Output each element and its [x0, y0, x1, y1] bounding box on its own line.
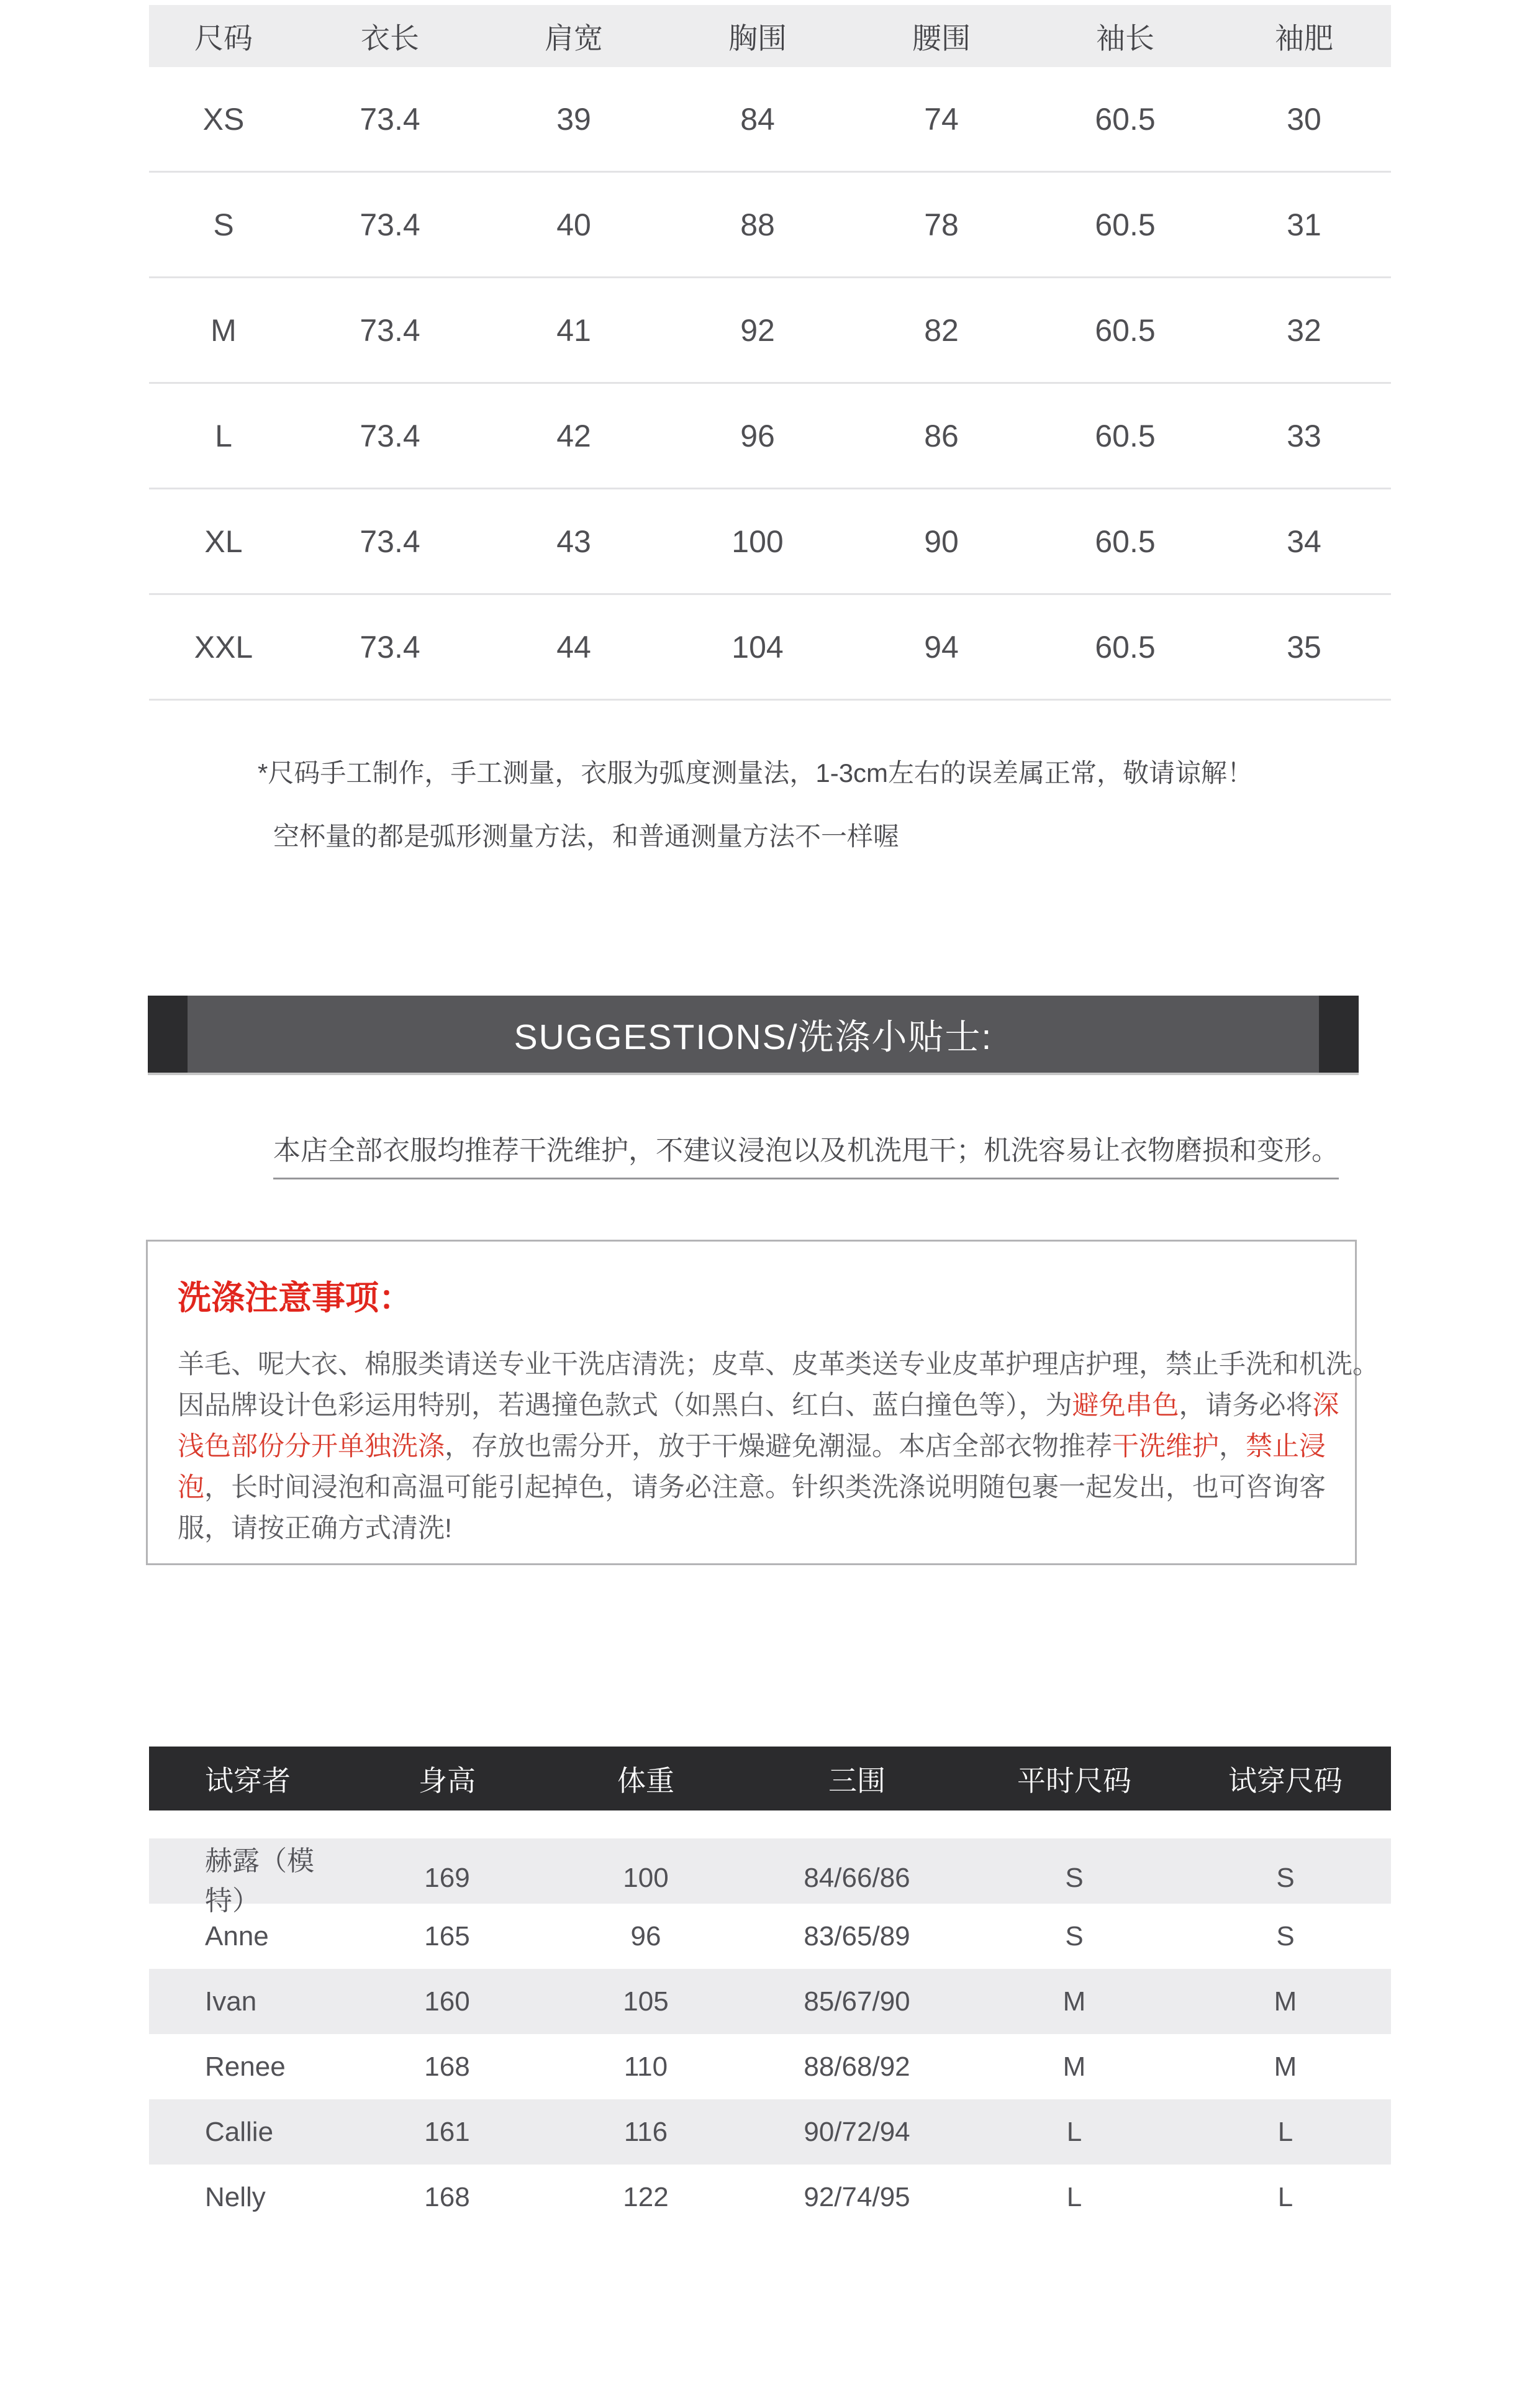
fit-table-body [149, 1838, 1391, 2230]
fit-cell-model: Ivan [205, 1986, 257, 2017]
size-table [149, 5, 1391, 701]
fit-cell-model: Renee [205, 2051, 286, 2082]
care-note-line [178, 1385, 1339, 1426]
size-cell-waist: 90 [924, 524, 959, 559]
care-note-highlight: 避免串色 [1072, 1391, 1179, 1420]
fit-cell-tried-size: M [1274, 1986, 1297, 2017]
size-cell-size: XXL [194, 629, 253, 665]
size-cell-sleeve-length: 60.5 [1095, 629, 1156, 665]
fit-table-header-cell: 平时尺码 [1017, 1764, 1131, 1797]
size-cell-waist: 94 [924, 629, 959, 665]
fit-cell-weight: 110 [623, 2051, 668, 2082]
size-cell-shoulder: 40 [556, 207, 591, 242]
fit-cell-usual-size: L [1066, 2116, 1082, 2147]
size-table-row [149, 173, 1391, 278]
size-cell-shoulder: 44 [556, 629, 591, 665]
measurement-note-1: *尺码手工制作，手工测量，衣服为弧度测量法，1-3cm左右的误差属正常，敬请谅解！ [258, 758, 1254, 788]
fit-cell-measurements: 84/66/86 [804, 1863, 910, 1893]
care-note-text: 羊毛、呢大衣、棉服类请送专业干洗店清洗；皮草、皮革类送专业皮革护理店护理，禁止手洗和机洗。 [178, 1350, 1379, 1379]
care-box-title: 洗涤注意事项： [178, 1279, 412, 1317]
size-table-header-cell: 肩宽 [545, 21, 603, 55]
fit-cell-weight: 96 [630, 1920, 661, 1951]
fit-table-row [149, 2165, 1391, 2230]
banner-right-cap [1319, 996, 1359, 1073]
size-cell-sleeve-length: 60.5 [1095, 207, 1156, 242]
fit-cell-measurements: 92/74/95 [804, 2181, 910, 2212]
care-box [146, 1240, 1379, 1565]
fit-cell-tried-size: L [1277, 2181, 1293, 2212]
fit-cell-height: 161 [424, 2116, 470, 2147]
fit-cell-model: 赫露（模特） [205, 1846, 314, 1916]
care-note-line [178, 1426, 1327, 1467]
size-cell-sleeve-length: 60.5 [1095, 101, 1156, 137]
size-cell-bust: 96 [740, 418, 775, 453]
care-note-text: ， [1219, 1432, 1246, 1461]
care-note-highlight: 泡 [178, 1473, 204, 1502]
size-table-row [149, 489, 1391, 595]
size-table-row [149, 67, 1391, 173]
measurement-notes [149, 748, 1391, 861]
care-note-text: 因品牌设计色彩运用特别，若遇撞色款式（如黑白、红白、蓝白撞色等），为 [178, 1391, 1072, 1420]
fit-table-header-cell: 三围 [828, 1764, 886, 1797]
suggestions-banner [148, 996, 1359, 1073]
fit-cell-weight: 116 [623, 2116, 668, 2147]
fit-cell-tried-size: S [1276, 1863, 1295, 1893]
care-note-highlight: 干洗维护 [1112, 1432, 1219, 1461]
fit-cell-usual-size: M [1062, 1986, 1086, 2017]
size-cell-sleeve-width: 32 [1287, 312, 1321, 348]
fit-cell-model: Nelly [205, 2181, 266, 2212]
size-cell-sleeve-width: 30 [1287, 101, 1321, 137]
size-table-header-cell: 袖肥 [1275, 21, 1333, 55]
fit-cell-height: 169 [424, 1863, 470, 1893]
size-cell-waist: 78 [924, 207, 959, 242]
care-note-line [178, 1467, 1327, 1508]
size-cell-shoulder: 41 [556, 312, 591, 348]
size-cell-shoulder: 39 [556, 101, 591, 137]
size-table-row [149, 595, 1391, 701]
fit-cell-tried-size: S [1276, 1920, 1295, 1951]
size-cell-shoulder: 43 [556, 524, 591, 559]
fit-cell-usual-size: L [1066, 2181, 1082, 2212]
fit-table-header-cell: 试穿者 [205, 1764, 291, 1797]
care-note-highlight: 浅色部份分开单独洗涤 [178, 1432, 445, 1461]
size-cell-bust: 84 [740, 101, 775, 137]
size-table-header-cell: 腰围 [912, 21, 971, 55]
size-cell-bust: 92 [740, 312, 775, 348]
size-table-row [149, 384, 1391, 489]
size-cell-sleeve-width: 35 [1287, 629, 1321, 665]
fit-cell-height: 168 [424, 2051, 470, 2082]
size-cell-bust: 100 [732, 524, 784, 559]
fit-cell-usual-size: S [1065, 1920, 1084, 1951]
size-cell-size: M [211, 312, 237, 348]
size-cell-sleeve-width: 34 [1287, 524, 1321, 559]
care-note-line [178, 1344, 1379, 1385]
fit-cell-height: 160 [424, 1986, 470, 2017]
fit-cell-measurements: 88/68/92 [804, 2051, 910, 2082]
size-cell-size: XS [202, 101, 245, 137]
size-cell-sleeve-length: 60.5 [1095, 524, 1156, 559]
fit-cell-tried-size: M [1274, 2051, 1297, 2082]
fit-cell-tried-size: L [1277, 2116, 1293, 2147]
size-table-header-cell: 袖长 [1096, 21, 1154, 55]
care-note-highlight: 禁止浸 [1246, 1432, 1326, 1461]
size-cell-bust: 88 [740, 207, 775, 242]
size-cell-shoulder: 42 [556, 418, 591, 453]
size-cell-sleeve-length: 60.5 [1095, 418, 1156, 453]
size-cell-length: 73.4 [360, 101, 420, 137]
care-box-body [178, 1344, 1379, 1549]
fit-table-row [149, 2034, 1391, 2099]
fit-cell-measurements: 90/72/94 [804, 2116, 910, 2147]
care-note-line [178, 1508, 1327, 1549]
size-cell-length: 73.4 [360, 524, 420, 559]
size-cell-bust: 104 [732, 629, 784, 665]
care-note-text: ，长时间浸泡和高温可能引起掉色，请务必注意。针织类洗涤说明随包裹一起发出，也可咨询客 [204, 1473, 1326, 1502]
size-cell-length: 73.4 [360, 629, 420, 665]
size-cell-length: 73.4 [360, 312, 420, 348]
fit-cell-usual-size: M [1062, 2051, 1086, 2082]
care-note-text: ，请务必将 [1179, 1391, 1313, 1420]
fit-cell-weight: 122 [623, 2181, 669, 2212]
fit-table-row [149, 1969, 1391, 2034]
size-table-row [149, 278, 1391, 384]
fit-cell-height: 165 [424, 1920, 470, 1951]
fit-cell-height: 168 [424, 2181, 470, 2212]
size-table-body [149, 67, 1391, 701]
fit-cell-weight: 100 [623, 1863, 669, 1893]
size-cell-waist: 74 [924, 101, 959, 137]
care-intro-text: 本店全部衣服均推荐干洗维护，不建议浸泡以及机洗甩干；机洗容易让衣物磨损和变形。 [273, 1128, 1339, 1179]
size-table-header-cell: 衣长 [361, 21, 419, 55]
fit-cell-measurements: 85/67/90 [804, 1986, 910, 2017]
size-cell-waist: 82 [924, 312, 959, 348]
fit-table-row [149, 2099, 1391, 2165]
fit-table-row [149, 1838, 1391, 1916]
fit-cell-measurements: 83/65/89 [804, 1920, 910, 1951]
size-cell-length: 73.4 [360, 207, 420, 242]
size-table-header-cell: 尺码 [194, 21, 253, 55]
care-note-highlight: 深 [1312, 1391, 1339, 1420]
size-table-header-row [149, 5, 1391, 67]
measurement-note-2: 空杯量的都是弧形测量方法，和普通测量方法不一样喔 [273, 822, 900, 851]
fit-cell-usual-size: S [1065, 1863, 1084, 1893]
fit-table-header-cell: 体重 [617, 1764, 674, 1797]
banner-title: SUGGESTIONS/洗涤小贴士: [514, 1017, 993, 1057]
fit-table-header-row [149, 1747, 1391, 1810]
care-note-text: 服，请按正确方式清洗! [178, 1514, 452, 1543]
size-cell-sleeve-length: 60.5 [1095, 312, 1156, 348]
care-intro [149, 1128, 1391, 1179]
size-cell-sleeve-width: 31 [1287, 207, 1321, 242]
fit-table-header-cell: 试穿尺码 [1228, 1764, 1343, 1797]
size-table-header-cell: 胸围 [728, 21, 787, 55]
banner-left-cap [148, 996, 188, 1073]
fit-table-header-cell: 身高 [419, 1764, 476, 1797]
size-cell-size: XL [204, 524, 243, 559]
size-cell-size: L [215, 418, 232, 453]
fit-cell-weight: 105 [623, 1986, 669, 2017]
fit-cell-model: Callie [205, 2116, 274, 2147]
size-cell-size: S [213, 207, 234, 242]
size-cell-waist: 86 [924, 418, 959, 453]
fit-table [149, 1747, 1391, 2230]
fit-cell-model: Anne [205, 1920, 269, 1951]
size-cell-sleeve-width: 33 [1287, 418, 1321, 453]
size-cell-length: 73.4 [360, 418, 420, 453]
care-note-text: ，存放也需分开，放于干燥避免潮湿。本店全部衣物推荐 [445, 1432, 1112, 1461]
